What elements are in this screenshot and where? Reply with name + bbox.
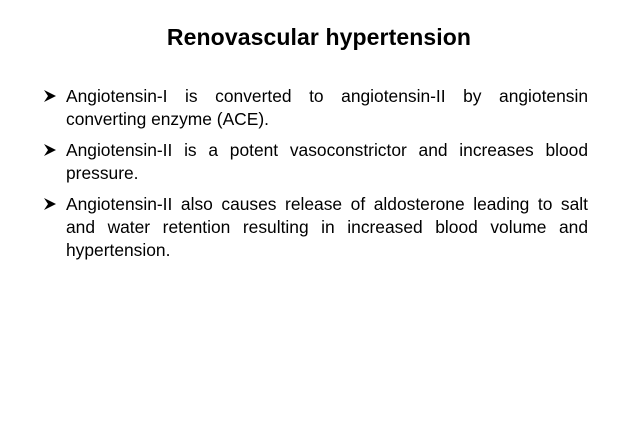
arrowhead-bullet-icon — [43, 197, 57, 211]
bullet-item — [46, 85, 588, 131]
bullet-text: Angiotensin-I is converted to angiotensin-II by angiotensin converting enzyme (ACE). — [66, 86, 588, 129]
bullet-text: Angiotensin-II also causes release of aldosterone leading to salt and water retention resulting in increased blood volume and hypertension. — [66, 194, 588, 260]
bullet-list — [46, 85, 588, 270]
bullet-text: Angiotensin-II is a potent vasoconstrictor and increases blood pressure. — [66, 140, 588, 183]
slide-title: Renovascular hypertension — [166, 24, 472, 50]
bullet-item — [46, 193, 588, 262]
arrowhead-bullet-icon — [43, 89, 57, 103]
bullet-item — [46, 139, 588, 185]
arrowhead-bullet-icon — [43, 143, 57, 157]
